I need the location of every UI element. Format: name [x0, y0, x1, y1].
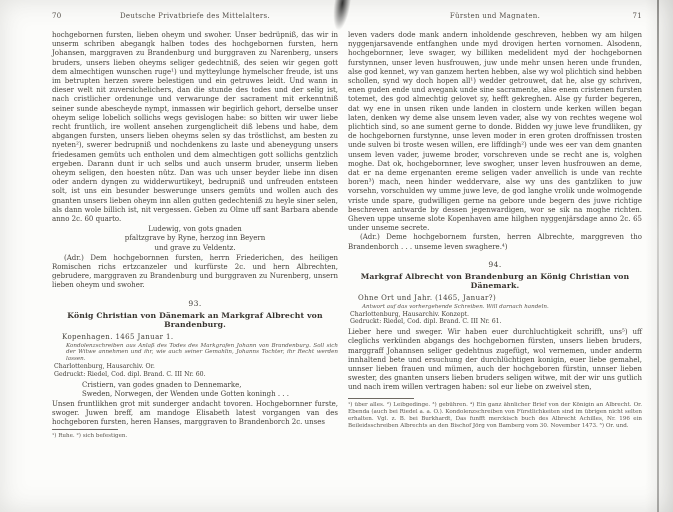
salutation-line: Cristiern, van godes gnaden to Dennemarke,	[82, 380, 242, 389]
page-right	[348, 12, 642, 430]
document-93-continuation: leven vaders dode mank andern inholdende geschreven, hebben wy am hilgen nyggenjarsavende entfanghen unde myd drovigen herten vornomen. Alsodenn, hochgebornner, leve swager, wy billiken medelident myd der hochgebornen furstynnen, unser leven husfrouwen, juw unde mehr unsen heren unde frunden, alse god kennet, wy van ganzem herten hebben, alse wy wol plichtich sind hebben schollen, synd wy doch hopen all¹) wedder getrouwet, dat he, alse gy schriven, enen guden ende und avegank unde sine sacramente, alse enem cristenen fursten totemet, des god almechtig gelovet sy, hefft gekreghen. Alse gy furder begeren, dat wy ene in unsen riken unde landen in clostern unde kerken willen began laten, denken wy deme alse unsem leven vader, alse wy von rechtes wegene wol plichtich sind, so ane sument gerne to donde. Bidden wy juwe leve frundliken, gy de hochgebornen furstynne, unse leven moder in eren groten droffnissen trosten unde sulven bi troste wesen willen, ere liffdingh²) unde wes eer van dem gnanten unsem leven vader, juweme broder, vorschreven unde se recht ane is, volghen moghe. Dat ok, hochgebornner, leve swogher, unser leven husfrouwen an deme, dat er na deme ergenanten ereme seligen vader anvellich is unde van rechte boren³) mach, neen hinder weddervare, alse wy uns des gantzliken to juw vorsehn, vorschulden wy umme juwe leve, de god langhe vrolik unde wolmogende vriste unde spare, gudwilligen gerne na gebore unde begern des juwe richtige beschreven antwarde by dessen jegenwardigen, wor se sik na moghe richten. Gheven uppe unseme slote Kopenhaven ame hilghen nyggenjärsdage anno 2c. 65 under unseme secrete.	[348, 31, 642, 233]
signature-line: und grave zu Veldentz.	[154, 243, 236, 252]
signature-line: Ludewig, von gots gnaden	[148, 225, 242, 234]
page-number-right: 71	[632, 12, 642, 20]
document-93-archive: Charlottenburg, Hausarchiv. Or.	[54, 363, 155, 371]
document-94-number: 94.	[488, 259, 502, 269]
letter-92-address: (Adr.) Dem hochgebornnen fursten, herrn Friederichen, des heiligen Romischen richs ertzcanzeler und kurfürste 2c. und hern Albrechten, gebrudere, marggraven zu Brandenburg und burggraven zu Nurenberg, unsern lieben oheym und swoher.	[52, 253, 338, 290]
document-94-body-start: Lieber here und sweger. Wir haben euer durchluchtigkeit schrifft, uns⁵) uff cleglichs verkünden abgangs des hochgebornen fürsten, unsers lieben bruders, marggraff Johannsen seliger gedehtnus zugefügt, wol vernemen, under anderm innhaltend bete und ersuchung der durchlüchtigen konigin, euer liebe gemahel, unnser lieben frauen und mümen, auch der hochgeboren fürstin, unnser lieben swester, des gnanten unsers lieben bruders seligen witwe, mit der wir uns gutlich und nach irem willen vertragen haben: sol eur liebe on zweivel sten,	[348, 328, 642, 392]
footnote-rule-right	[348, 398, 414, 399]
running-head-left	[52, 12, 338, 20]
running-head-right	[348, 12, 642, 20]
document-94-heading: Markgraf Albrecht von Brandenburg an König Christian von Dänemark.	[360, 271, 630, 291]
scan-edge-line	[657, 0, 659, 512]
salutation-line: Sweden, Norwegen, der Wenden unde Gotten koningh . . .	[82, 390, 289, 399]
signature-block	[52, 225, 338, 253]
page-number-left: 70	[52, 12, 62, 20]
letter-92-continuation: hochgebornen fursten, lieben oheym und swoher. Unser bedrüpniß, das wir in unserm schriben abegangk halben todes des hochgebornen fursten, hern Johansen, marggraven zu Brandenburg und burggraven zu Narenberg, unsers bruders, unsers lieben oheyms seliger gedechtniß, des seien wir gegen gott dem almechtigen wunschen ruge¹) und mytteylunge hymelscher freude, ist uns im betrupten herzen swere belestigen und ein getruwes leidt. Und wann in dieser welt nit zuversichelichers, dan die stunde des todes und der selig ist, nach cristlicher ordenunge und verwarunge der sacrament mit erkenntniß seiner sunde abescheyde nympt, inmassen wir begirlich gehort, derselbe unser oheym selige lobelich sollichs wegs gevislogen habe: so bitten wir uwer liebe recht fruntlich, ire wollent ansehen zurgenglicheit diß lebens und habe, dem abgangen fursten, unsers lieben oheyms selen sy das tröstlichst, am besten zu nyeten²), swerer bedrupniß und nochdenkens zu laste und abeneygung unsers friedesamen gemüts uch entholen und dem almechtigen gott sollichs gentzlich ergeben. Darann dunt ir uch selbs und auch unserm bruder, unserm lieben oheym seligen, den hoesten nütz. Dan was uch unser beyder liebe inn disen oder andern dyngen zu widderwurtikeyt, bedrupniß und unfreuden entsteen solt, ist uns ein besunder beswerunge unsers gemüts und wollen auch des gnanten unsers lieben oheym inn allen gutten gedechteniß zu heyle siner selen, als dann wole billich ist, nit vergessen. Geben zu Olme uff sant Barbara abende anno 2c. 60 quarto.	[52, 31, 338, 224]
running-title-right: Fürsten und Magnaten.	[449, 12, 541, 20]
running-title-left: Deutsche Privatbriefe des Mittelalters.	[120, 12, 270, 20]
document-93-address: (Adr.) Deme hochgebornem fursten, herren Albrechte, marggreven tho Brandenborch . . . unseme leven swaghere.⁴)	[348, 233, 642, 251]
scan-edge-shading	[645, 0, 673, 512]
document-94-archive: Charlottenburg, Hausarchiv. Konzept.	[350, 310, 470, 318]
document-93-printed-ref: Gedruckt: Riedel, Cod. dipl. Brand. C. III Nr. 60.	[54, 371, 206, 379]
page-left	[52, 12, 338, 440]
document-94-regest: Antwort auf das vorhergehende Schreiben. Will darnach handeln.	[362, 303, 549, 310]
document-93-dateline: Kopenhagen. 1465 Januar 1.	[62, 332, 174, 341]
document-93-body-start: Unsen fruntlikhen grot mit sunderger andacht tovoren. Hochgebornner furste, swoger. Juwen breff, am mandoge Elisabeth latest vorgangen van des hochgeboren fursten, heren Hanses, marggraven to Brandenborch 2c. unses	[52, 399, 338, 427]
footnotes-right: ¹) über alles. ²) Leibgedinge. ³) gebühren. ⁴) Ein ganz ähnlicher Brief von der Königin an Albrecht. Or. Ebenda (auch bei Riedel a. a. O.). Kondolenzschreiben von Fürstlichkeiten sind im übrigen nicht selten erhalten. Vgl. z. B. bei Burkhardt, Das funfft merckisch buch des Albrecht Achilles, Nr. 196 ein Beileidsschreiben Albrechts an den Bischof Jörg von Bamberg vom 30. November 1473. ⁵) Or. und.	[348, 401, 642, 429]
signature-line: pfaltzgrave by Ryne, herzog inn Beyern	[124, 234, 266, 243]
document-93-number: 93.	[188, 298, 202, 308]
document-93-heading: König Christian von Dänemark an Markgraf Albrecht von Brandenburg.	[67, 310, 323, 330]
document-93-salutation	[52, 381, 338, 400]
document-93-regest: Kondolenzschreiben aus Anlaß des Todes des Markgrafen Johann von Brandenburg. Soll sich der Witwe annehmen und ihr, wie auch seiner Gemahlin, Johanns Tochter, ihr Recht werden lassen.	[66, 342, 338, 363]
document-94-dateline: Ohne Ort und Jahr. (1465, Januar?)	[358, 293, 497, 302]
document-94-printed-ref: Gedruckt: Riedel, Cod. dipl. Brand. C. III Nr. 61.	[350, 318, 502, 326]
footnote-rule-left	[52, 429, 118, 430]
footnotes-left: ¹) Ruhe. ²) sich befestigen.	[52, 433, 128, 440]
